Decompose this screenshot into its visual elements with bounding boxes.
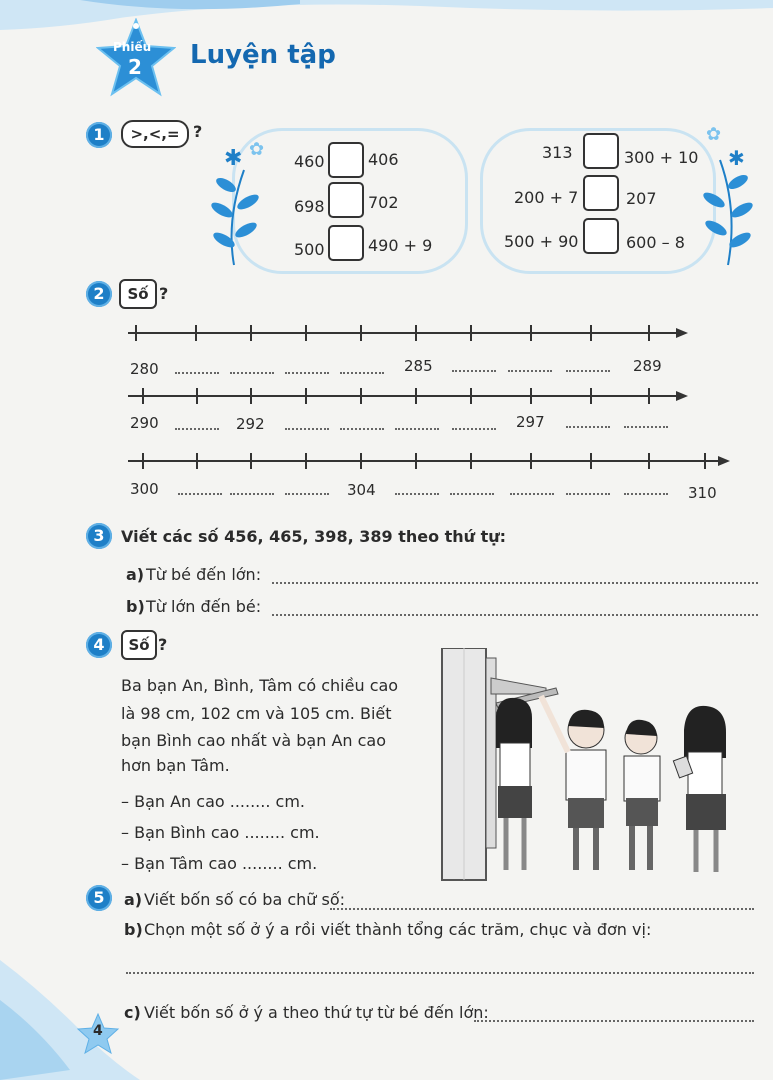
svg-text:✱: ✱ xyxy=(728,146,745,170)
ex1-r1-left: 313 xyxy=(542,143,573,162)
exercise-3-badge: 3 xyxy=(86,523,112,549)
nl1-tick xyxy=(360,325,362,341)
nl1-blank[interactable] xyxy=(285,372,329,374)
ex1-r3-right: 600 – 8 xyxy=(626,233,685,252)
nl3-blank[interactable] xyxy=(510,493,554,495)
nl3-tick xyxy=(704,453,706,469)
ex3-a-text: Từ bé đến lớn: xyxy=(146,565,262,584)
nl3-label: 310 xyxy=(688,484,717,502)
ex4-item-blank[interactable]: ........ xyxy=(241,854,283,873)
nl2-tick xyxy=(648,388,650,404)
ex1-question-mark: ? xyxy=(193,122,203,141)
nl3-tick xyxy=(305,453,307,469)
exercise-1-badge: 1 xyxy=(86,122,112,148)
nl3-label: 304 xyxy=(347,481,376,499)
leaf-branch-right-icon xyxy=(700,120,760,270)
nl3-tick xyxy=(590,453,592,469)
ex4-para-line: bạn Bình cao nhất và bạn An cao xyxy=(121,731,387,750)
page-number: 4 xyxy=(93,1023,103,1039)
nl1-tick xyxy=(415,325,417,341)
ex3-b-text: Từ lớn đến bé: xyxy=(146,597,262,616)
ex1-l3-right: 490 + 9 xyxy=(368,236,433,255)
nl1-blank[interactable] xyxy=(452,370,496,372)
nl1-blank[interactable] xyxy=(230,372,274,374)
ex4-so-prompt: Số xyxy=(121,630,157,660)
ex1-l2-right: 702 xyxy=(368,193,399,212)
ex4-item-blank[interactable]: ........ xyxy=(229,792,271,811)
nl2-blank[interactable] xyxy=(340,428,384,430)
nl1-label: 289 xyxy=(633,357,662,375)
nl1-blank[interactable] xyxy=(175,372,219,374)
ex5-b-letter: b) xyxy=(124,920,143,939)
nl1-blank[interactable] xyxy=(508,370,552,372)
nl3-tick xyxy=(415,453,417,469)
svg-text:✿: ✿ xyxy=(249,139,264,160)
nl2-blank[interactable] xyxy=(566,426,610,428)
ex4-item-an xyxy=(121,792,305,811)
nl3-tick xyxy=(142,453,144,469)
ex4-para-line: Ba bạn An, Bình, Tâm có chiều cao xyxy=(121,676,399,695)
nl1-tick xyxy=(470,325,472,341)
nl2-tick xyxy=(142,388,144,404)
ex4-item-unit: cm. xyxy=(275,792,305,811)
ex5-c-letter: c) xyxy=(124,1003,141,1022)
nl2-tick xyxy=(590,388,592,404)
ex2-so-prompt: Số xyxy=(119,279,157,309)
nl2-tick xyxy=(360,388,362,404)
nl2-blank[interactable] xyxy=(395,428,439,430)
nl2-tick xyxy=(305,388,307,404)
children-measuring-height-illustration xyxy=(436,648,752,888)
page-title: Luyện tập xyxy=(190,40,336,70)
ex4-question-mark: ? xyxy=(158,635,168,654)
ex1-r3-left: 500 + 90 xyxy=(504,232,579,251)
nl2-blank[interactable] xyxy=(175,428,219,430)
nl3-blank[interactable] xyxy=(230,493,274,495)
nl2-tick xyxy=(250,388,252,404)
nl2-label: 292 xyxy=(236,415,265,433)
nl1-label: 285 xyxy=(404,357,433,375)
ex1-r1-answer-box[interactable] xyxy=(583,133,619,169)
ex1-r2-right: 207 xyxy=(626,189,657,208)
ex1-l2-answer-box[interactable] xyxy=(328,182,364,218)
ex4-item-blank[interactable]: ........ xyxy=(244,823,286,842)
ex4-item-prefix: – Bạn Tâm cao xyxy=(121,854,237,873)
leaf-branch-left-icon xyxy=(204,130,264,270)
nl3-tick xyxy=(470,453,472,469)
exercise-5-badge: 5 xyxy=(86,885,112,911)
nl1-tick xyxy=(530,325,532,341)
nl1-tick xyxy=(250,325,252,341)
ex5-c-text: Viết bốn số ở ý a theo thứ tự từ bé đến lớn: xyxy=(144,1003,489,1022)
nl2-tick xyxy=(196,388,198,404)
exercise-2-badge: 2 xyxy=(86,281,112,307)
nl3-blank[interactable] xyxy=(566,493,610,495)
nl2-blank[interactable] xyxy=(452,428,496,430)
ex1-r2-answer-box[interactable] xyxy=(583,175,619,211)
nl2-label: 297 xyxy=(516,413,545,431)
nl3-tick xyxy=(250,453,252,469)
ex1-r2-left: 200 + 7 xyxy=(514,188,579,207)
nl3-label: 300 xyxy=(130,480,159,498)
nl2-blank[interactable] xyxy=(285,428,329,430)
ex4-para-line: hơn bạn Tâm. xyxy=(121,756,230,775)
nl3-blank[interactable] xyxy=(450,493,494,495)
nl1-tick xyxy=(195,325,197,341)
exercise-4-badge: 4 xyxy=(86,632,112,658)
nl2-blank[interactable] xyxy=(624,426,668,428)
ex3-a-answer-line[interactable] xyxy=(272,582,758,584)
nl2-tick xyxy=(415,388,417,404)
nl1-blank[interactable] xyxy=(340,372,384,374)
nl3-blank[interactable] xyxy=(285,493,329,495)
nl2-tick xyxy=(470,388,472,404)
ex3-title: Viết các số 456, 465, 398, 389 theo thứ tự: xyxy=(121,527,507,546)
nl3-blank[interactable] xyxy=(178,493,222,495)
ex4-item-prefix: – Bạn An cao xyxy=(121,792,225,811)
number-line-3 xyxy=(120,453,740,473)
sheet-word: Phiếu xyxy=(113,40,152,54)
ex1-r3-answer-box[interactable] xyxy=(583,218,619,254)
nl3-blank[interactable] xyxy=(624,493,668,495)
ex4-item-prefix: – Bạn Bình cao xyxy=(121,823,240,842)
ex5-a-letter: a) xyxy=(124,890,143,909)
ex5-a-answer-line[interactable] xyxy=(330,908,754,910)
nl1-tick xyxy=(590,325,592,341)
ex3-a-letter: a) xyxy=(126,565,145,584)
ex1-l2-left: 698 xyxy=(294,197,325,216)
nl2-label: 290 xyxy=(130,414,159,432)
nl1-tick xyxy=(135,325,137,341)
nl2-tick xyxy=(530,388,532,404)
ex1-r1-right: 300 + 10 xyxy=(624,148,699,167)
nl3-tick xyxy=(196,453,198,469)
ex5-b-answer-line[interactable] xyxy=(126,972,754,974)
ex4-item-unit: cm. xyxy=(290,823,320,842)
ex4-item-binh xyxy=(121,823,320,842)
number-line-2 xyxy=(120,388,700,408)
svg-text:✿: ✿ xyxy=(706,124,722,145)
sheet-number: 2 xyxy=(128,55,142,79)
ex4-item-tam xyxy=(121,854,317,873)
nl1-tick xyxy=(648,325,650,341)
ex4-para-line: là 98 cm, 102 cm và 105 cm. Biết xyxy=(121,704,392,723)
ex1-l1-answer-box[interactable] xyxy=(328,142,364,178)
ex1-l1-right: 406 xyxy=(368,150,399,169)
ex5-c-answer-line[interactable] xyxy=(474,1020,754,1022)
comparison-signs-prompt: >,<,= xyxy=(121,120,189,148)
number-line-1 xyxy=(120,325,700,345)
ex3-b-answer-line[interactable] xyxy=(272,614,758,616)
ex5-a-text: Viết bốn số có ba chữ số: xyxy=(144,890,346,909)
nl3-tick xyxy=(360,453,362,469)
svg-text:✱: ✱ xyxy=(224,146,243,171)
ex3-b-letter: b) xyxy=(126,597,145,616)
nl1-label: 280 xyxy=(130,360,159,378)
ex5-b-text: Chọn một số ở ý a rồi viết thành tổng các trăm, chục và đơn vị: xyxy=(144,920,652,939)
nl3-tick xyxy=(648,453,650,469)
ex2-question-mark: ? xyxy=(159,284,169,303)
nl1-blank[interactable] xyxy=(566,370,610,372)
ex4-item-unit: cm. xyxy=(287,854,318,873)
ex1-l3-answer-box[interactable] xyxy=(328,225,364,261)
ex1-l1-left: 460 xyxy=(294,152,325,171)
ex1-l3-left: 500 xyxy=(294,240,325,259)
nl1-tick xyxy=(305,325,307,341)
nl3-blank[interactable] xyxy=(395,493,439,495)
nl3-tick xyxy=(530,453,532,469)
